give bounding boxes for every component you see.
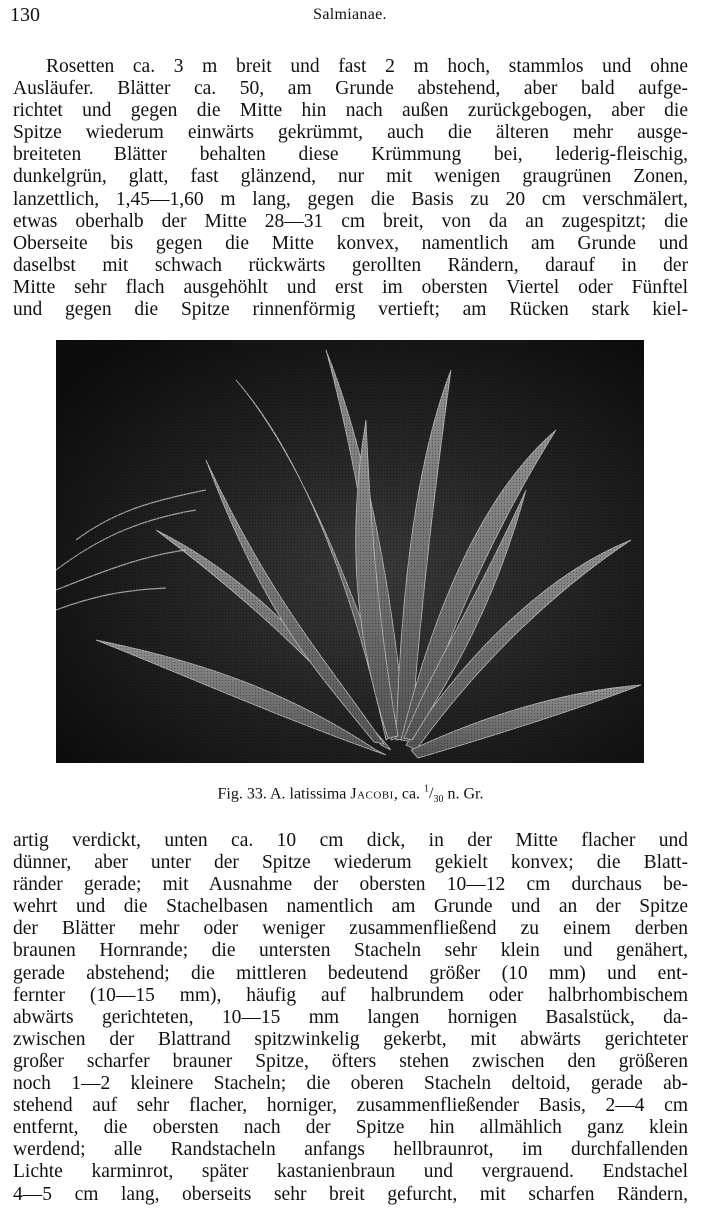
page-number: 130 <box>10 4 40 26</box>
figure-caption <box>0 784 701 806</box>
text-line: der Blätter mehr oder weniger zusammenfließend zu einem derben <box>13 918 688 940</box>
text-line: artig verdickt, unten ca. 10 cm dick, in der Mitte flacher und <box>13 830 688 851</box>
text-line: etwas oberhalb der Mitte 28—31 cm breit, von da an zugespitzt; die <box>13 210 688 232</box>
text-line: noch 1—2 kleinere Stacheln; die oberen Stacheln deltoid, gerade ab- <box>13 1073 688 1095</box>
caption-prefix: Fig. 33. A. latissima <box>217 785 347 803</box>
text-line: stehend auf sehr flacher, horniger, zusammenfließender Basis, 2—4 cm <box>13 1095 688 1117</box>
running-head: Salmianae. <box>313 6 387 23</box>
text-line: Mitte sehr flach ausgehöhlt und erst im obersten Viertel oder Fünftel <box>13 276 688 298</box>
text-line: dünner, aber unter der Spitze wiederum gekielt konvex; die Blatt- <box>13 852 688 874</box>
text-line: entfernt, die obersten nach der Spitze hin allmählich ganz klein <box>13 1117 688 1139</box>
text-line: werdend; alle Randstacheln anfangs hellbraunrot, im durchfallenden <box>13 1139 688 1161</box>
caption-denominator: 30 <box>433 794 444 806</box>
text-line: daselbst mit schwach rückwärts gerollten Rändern, darauf in der <box>13 254 688 276</box>
text-line: ränder gerade; mit Ausnahme der obersten 10—12 cm durchaus be- <box>13 874 688 896</box>
text-line: braunen Hornrande; die untersten Stacheln sehr klein und genähert, <box>13 940 688 962</box>
body-paragraph-2 <box>13 830 688 1206</box>
text-line: dunkelgrün, glatt, fast glänzend, nur mit wenigen graugrünen Zonen, <box>13 166 688 188</box>
text-line: Lichte karminrot, später kastanienbraun und vergrauend. Endstachel <box>13 1161 688 1183</box>
text-line: Spitze wiederum einwärts gekrümmt, auch die älteren mehr ausge- <box>13 122 688 144</box>
agave-photograph <box>56 340 644 763</box>
caption-suffix: n. Gr. <box>447 785 484 803</box>
text-line: fernter (10—15 mm), häufig auf halbrundem oder halbrhombischem <box>13 984 688 1006</box>
text-line: breiteten Blätter behalten diese Krümmung bei, lederig-fleischig, <box>13 144 688 166</box>
body-paragraph-1 <box>13 56 688 321</box>
text-line: Oberseite bis gegen die Mitte konvex, namentlich am Grunde und <box>13 232 688 254</box>
text-line: zwischen der Blattrand spitzwinkelig gekerbt, mit abwärts gerichteter <box>13 1028 688 1050</box>
text-line: großer scharfer brauner Spitze, öfters stehen zwischen den größeren <box>13 1050 688 1072</box>
text-line: 4—5 cm lang, oberseits sehr breit gefurcht, mit scharfen Rändern, <box>13 1183 688 1205</box>
text-line: und gegen die Spitze rinnenförmig vertieft; am Rücken stark kiel- <box>13 299 688 321</box>
text-line: abwärts gerichteten, 10—15 mm langen hornigen Basalstück, da- <box>13 1006 688 1028</box>
page-header <box>10 4 690 30</box>
text-line: lanzettlich, 1,45—1,60 m lang, gegen die Basis zu 20 cm verschmälert, <box>13 188 688 210</box>
text-line: gerade abstehend; die mittleren bedeutend größer (10 mm) und ent- <box>13 962 688 984</box>
caption-numerator: 1 <box>424 784 430 795</box>
text-line: Rosetten ca. 3 m breit und fast 2 m hoch, stammlos und ohne <box>46 56 688 77</box>
text-line: Ausläufer. Blätter ca. 50, am Grunde abstehend, aber bald aufge- <box>13 78 688 100</box>
caption-mid: , ca. <box>393 785 421 803</box>
text-line: richtet und gegen die Mitte hin nach außen zurückgebogen, aber die <box>13 100 688 122</box>
caption-author: Jacobi <box>350 785 394 803</box>
caption-scale-fraction: $^1/_{30}$ <box>424 784 444 806</box>
text-line: wehrt und die Stachelbasen namentlich am Grunde und an der Spitze <box>13 896 688 918</box>
